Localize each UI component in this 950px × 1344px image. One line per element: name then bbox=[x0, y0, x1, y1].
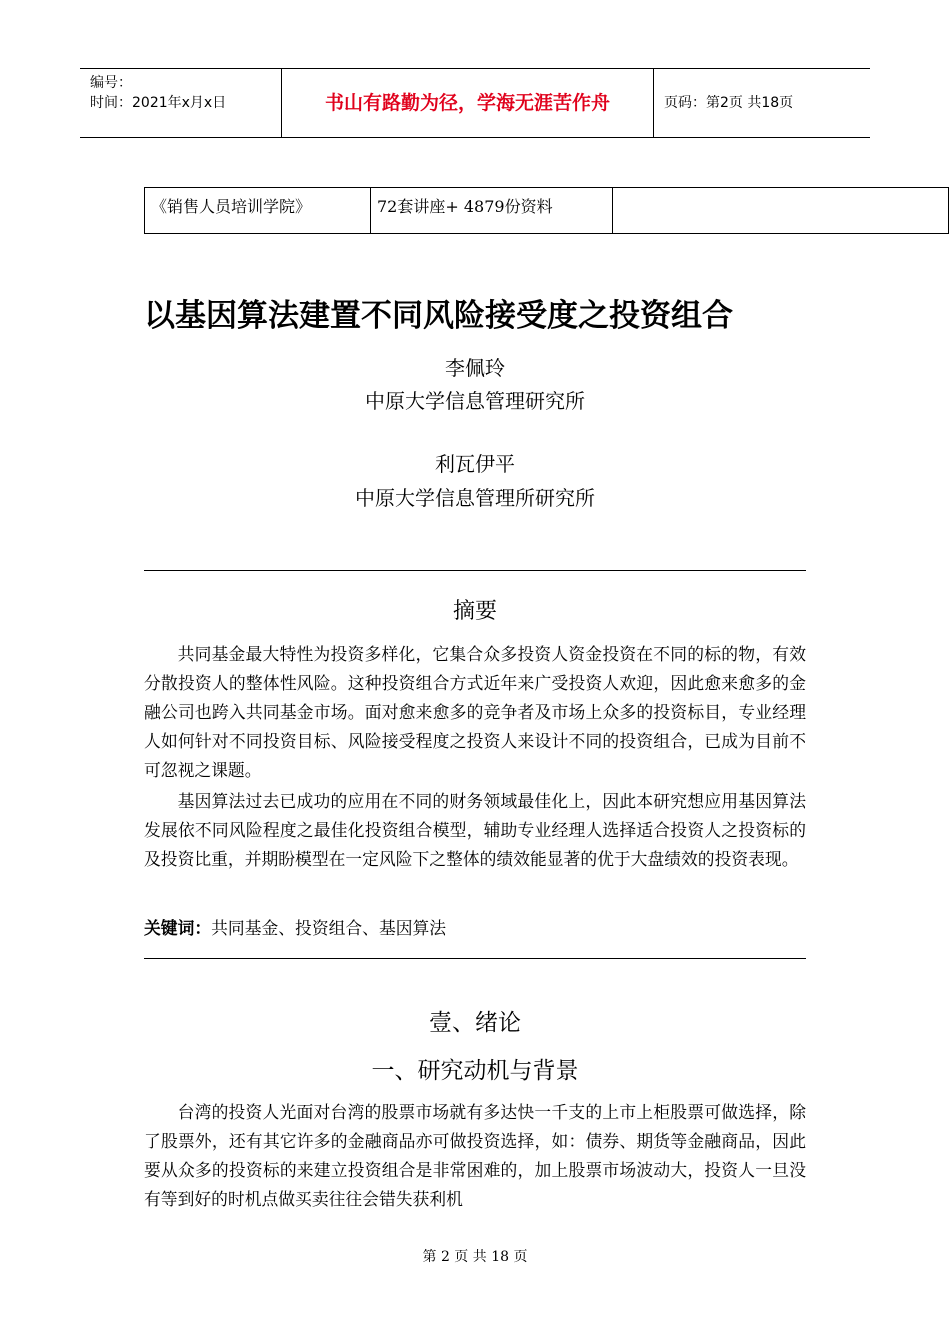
page-footer: 第 2 页 共 18 页 bbox=[422, 1249, 528, 1265]
abstract-heading: 摘要 bbox=[452, 599, 497, 624]
section-paragraph-1: 台湾的投资人光面对台湾的股票市场就有多达快一千支的上市上柜股票可做选择，除了股票外，还有其它许多的金融商品亦可做投资选择，如：债券、期货等金融商品，因此要从众多的投资标的来建立投资组合是非常困难的，加上股票市场波动大，投资人一旦没有等到好的时机点做买卖往往会错失获利机 bbox=[144, 1102, 806, 1209]
header-meta-cell bbox=[80, 69, 282, 137]
keywords-text: 共同基金、投资组合、基因算法 bbox=[211, 918, 447, 938]
abstract-top-rule bbox=[144, 570, 806, 571]
source-table-cell-2: 72套讲座+ 4879份资料 bbox=[371, 188, 613, 233]
keywords-label: 关键词： bbox=[144, 918, 212, 938]
header-number-label: 编号： bbox=[90, 75, 132, 91]
header-time-label: 时间：2021年x月x日 bbox=[90, 95, 227, 111]
author1-name: 李佩玲 bbox=[445, 356, 505, 380]
article-title: 以基因算法建置不同风险接受度之投资组合 bbox=[144, 298, 733, 334]
author1-affiliation: 中原大学信息管理研究所 bbox=[365, 389, 585, 413]
abstract-paragraph-1: 共同基金最大特性为投资多样化，它集合众多投资人资金投资在不同的标的物，有效分散投资人的整体性风险。这种投资组合方式近年来广受投资人欢迎，因此愈来愈多的金融公司也跨入共同基金市场。面对愈来愈多的竞争者及市场上众多的投资标目，专业经理人如何针对不同投资目标、风险接受程度之投资人来设计不同的投资组合，已成为目前不可忽视之课题。 bbox=[144, 644, 806, 780]
source-table-cell-1: 《销售人员培训学院》 bbox=[145, 188, 371, 233]
author2-name: 利瓦伊平 bbox=[435, 452, 515, 476]
abstract-paragraph-2: 基因算法过去已成功的应用在不同的财务领域最佳化上，因此本研究想应用基因算法发展依不同风险程度之最佳化投资组合模型，辅助专业经理人选择适合投资人之投资标的及投资比重，并期盼模型在一定风险下之整体的绩效能显著的优于大盘绩效的投资表现。 bbox=[144, 791, 806, 869]
section-heading: 壹、绪论 bbox=[429, 1010, 521, 1036]
header-motto: 书山有路勤为径，学海无涯苦作舟 bbox=[282, 69, 654, 137]
source-table bbox=[144, 187, 949, 234]
keywords-line bbox=[144, 914, 806, 943]
header-page-code: 页码：第2页 共18页 bbox=[664, 95, 794, 111]
abstract-bottom-rule bbox=[144, 958, 806, 959]
document-header bbox=[80, 68, 870, 138]
author2-affiliation: 中原大学信息管理所研究所 bbox=[355, 486, 595, 510]
section-subheading: 一、研究动机与背景 bbox=[371, 1058, 579, 1084]
